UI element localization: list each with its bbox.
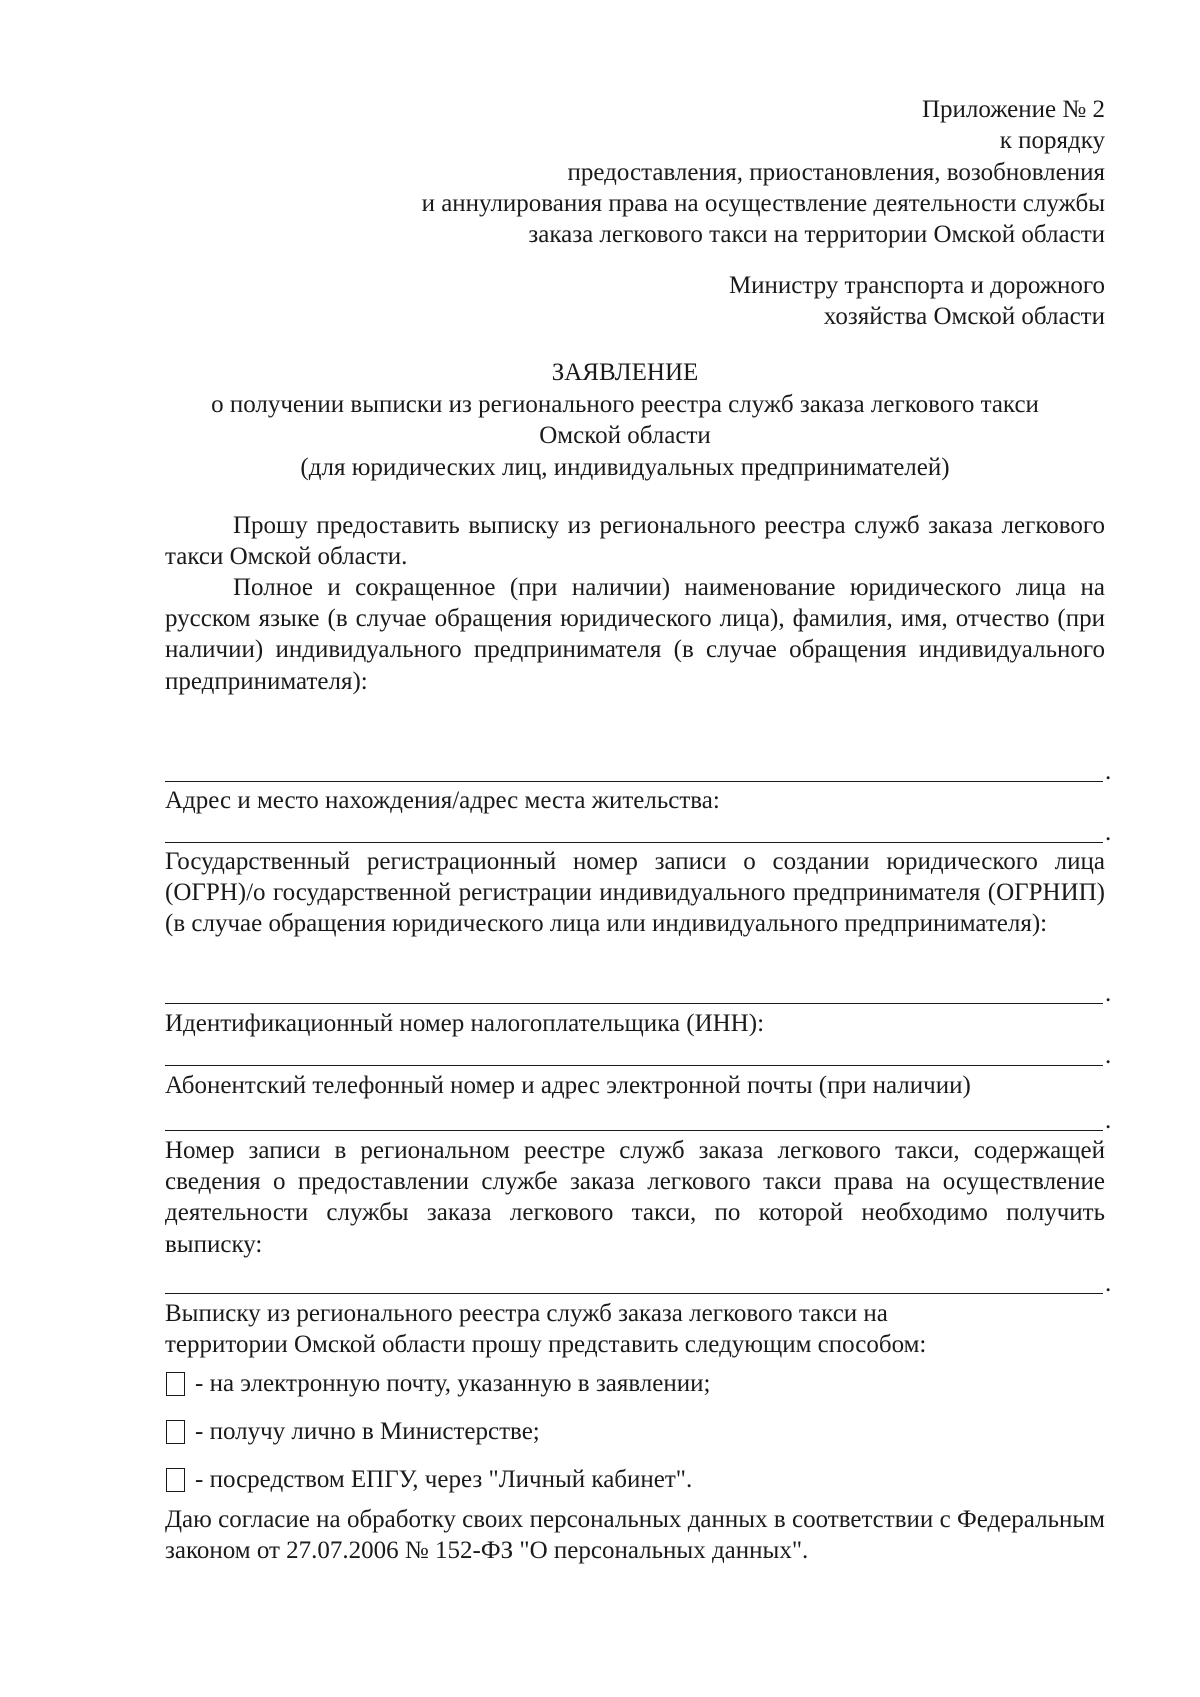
- appendix-header: [165, 94, 1105, 250]
- title-line: о получении выписки из регионального реестра служб заказа легкового такси: [211, 390, 1039, 418]
- ogrn-field[interactable]: .: [165, 984, 1115, 1004]
- title-line: Омской области: [539, 422, 711, 449]
- address-prompt: Адрес и место нахождения/адрес места жительства:: [165, 787, 720, 814]
- option-email[interactable]: [166, 1370, 710, 1398]
- addressee-line: Министру транспорта и дорожного: [728, 272, 1105, 299]
- appendix-line: предоставления, приостановления, возобновления: [567, 158, 1105, 186]
- inn-field[interactable]: .: [165, 1046, 1115, 1066]
- fill-line: [165, 1047, 1103, 1066]
- document-title: [100, 357, 1150, 483]
- option-checkbox[interactable]: [166, 1468, 185, 1492]
- title-main: ЗАЯВЛЕНИЕ: [551, 359, 699, 386]
- request-paragraph: Прошу предоставить выписку из регионального реестра служб заказа легкового такси Омской области.: [165, 512, 1105, 571]
- option-in-person[interactable]: [166, 1418, 540, 1446]
- fill-line: [165, 1112, 1103, 1131]
- consent-paragraph: Даю согласие на обработку своих персональных данных в соответствии с Федеральным законом от 27.07.2006 № 152-ФЗ "О персональных данных".: [165, 1506, 1105, 1565]
- fill-line: [165, 824, 1103, 843]
- option-checkbox[interactable]: [166, 1420, 185, 1444]
- method-prompt: [165, 1298, 1105, 1360]
- title-line: (для юридических лиц, индивидуальных предпринимателей): [300, 453, 950, 481]
- method-line: территории Омской области прошу представить следующим способом:: [165, 1331, 927, 1359]
- record-field[interactable]: .: [165, 1274, 1115, 1294]
- contact-field[interactable]: .: [165, 1111, 1115, 1131]
- option-checkbox[interactable]: [166, 1372, 185, 1396]
- addressee: [165, 270, 1105, 333]
- ogrn-prompt: Государственный регистрационный номер записи о создании юридического лица (ОГРН)/о государственной регистрации индивидуального предпринимателя (ОГРНИП) (в случае обращения юридического лица или индивидуального предпринимателя):: [165, 848, 1105, 938]
- fill-line: [165, 985, 1103, 1004]
- option-label: - получу лично в Министерстве;: [195, 1418, 540, 1445]
- contact-prompt: Абонентский телефонный номер и адрес электронной почты (при наличии): [165, 1072, 971, 1099]
- option-label: - посредством ЕПГУ, через "Личный кабинет".: [195, 1466, 693, 1493]
- option-epgu[interactable]: [166, 1466, 692, 1494]
- appendix-line: и аннулирования права на осуществление деятельности службы: [421, 189, 1105, 217]
- fill-line: [165, 763, 1103, 782]
- appendix-line: к порядку: [999, 127, 1105, 155]
- fill-line: [165, 1275, 1103, 1294]
- address-field[interactable]: .: [165, 823, 1115, 843]
- name-prompt: Полное и сокращенное (при наличии) наименование юридического лица на русском языке (в случае обращения юридического лица), фамилия, имя, отчество (при наличии) индивидуального предпринимателя (в случае обращения индивидуального предпринимателя):: [165, 574, 1105, 695]
- record-prompt: Номер записи в региональном реестре служб заказа легкового такси, содержащей сведения о предоставлении службе заказа легкового такси права на осуществление деятельности службы заказа легкового такси, по которой необходимо получить выписку:: [165, 1137, 1105, 1258]
- method-line: Выписку из регионального реестра служб заказа легкового такси на: [165, 1300, 888, 1327]
- appendix-line: заказа легкового такси на территории Омской области: [528, 221, 1105, 249]
- appendix-number: Приложение № 2: [921, 96, 1105, 123]
- inn-prompt: Идентификационный номер налогоплательщика (ИНН):: [165, 1010, 765, 1037]
- addressee-line: хозяйства Омской области: [823, 303, 1105, 331]
- option-label: - на электронную почту, указанную в заявлении;: [195, 1370, 711, 1397]
- name-field[interactable]: .: [165, 762, 1115, 782]
